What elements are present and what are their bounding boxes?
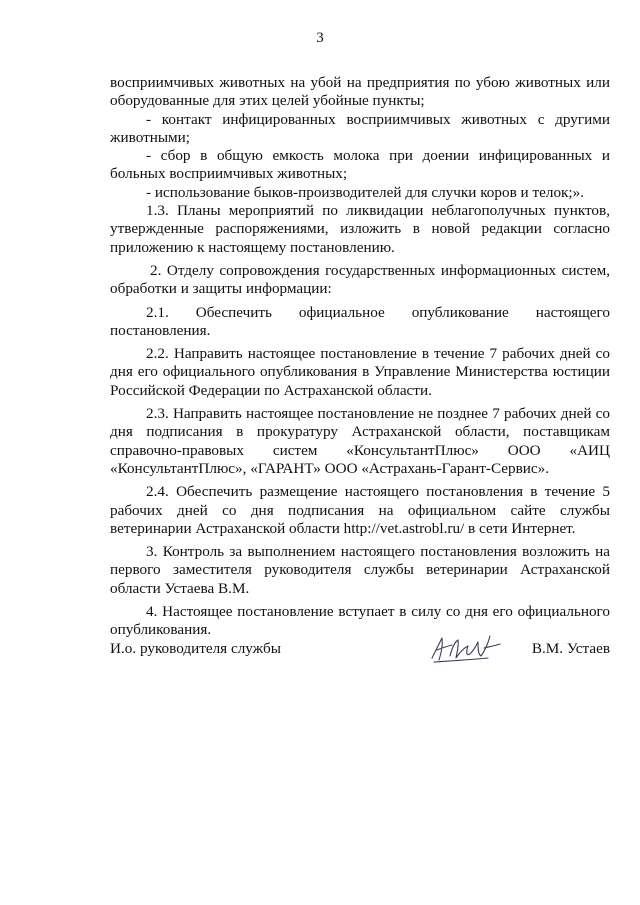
paragraph-2-2: 2.2. Направить настоящее постановление в течение 7 рабочих дней со дня его официального опубликования в Управление Министерства юстиции Российской Федерации по Астраханской области. xyxy=(110,345,610,399)
paragraph-2: 2. Отделу сопровождения государственных информационных систем, обработки и защиты информации: xyxy=(110,261,610,298)
paragraph-3: 3. Контроль за выполнением настоящего постановления возложить на первого заместителя руководителя службы ветеринарии Астраханской области Устаева В.М. xyxy=(110,543,610,597)
paragraph-2-1-word: настоящего xyxy=(535,303,610,321)
paragraph-continuation: восприимчивых животных на убой на предприятия по убою животных или оборудованные для этих целей убойные пункты; xyxy=(110,74,610,110)
paragraph-2-3: 2.3. Направить настоящее постановление не позднее 7 рабочих дней со дня подписания в прокуратуру Астраханской области, поставщикам справочно-правовых систем «КонсультантПлюс» ООО «АИЦ «КонсультантПлюс», «ГАРАНТ» ООО «Астрахань-Гарант-Сервис». xyxy=(110,405,610,477)
paragraph-1-3: 1.3. Планы мероприятий по ликвидации неблагополучных пунктов, утвержденные распоряжениями, изложить в новой редакции согласно приложению к настоящему постановлению. xyxy=(110,202,610,256)
document-body xyxy=(110,74,610,640)
paragraph-2-1-word: опубликование xyxy=(411,303,509,321)
paragraph-2-4: 2.4. Обеспечить размещение настоящего постановления в течение 5 рабочих дней со дня подписания на официальном сайте службы ветеринарии Астраханской области http://vet.astrobl.ru/ в сети Интернет. xyxy=(110,483,610,537)
paragraph-contact: - контакт инфицированных восприимчивых животных с другими животными; xyxy=(110,110,610,146)
signature-block xyxy=(110,628,610,668)
paragraph-2-1-word: Обеспечить xyxy=(195,303,272,321)
page-number: 3 xyxy=(316,30,324,46)
signatory-title: И.о. руководителя службы xyxy=(110,640,281,657)
paragraph-milk: - сбор в общую емкость молока при доении инфицированных и больных восприимчивых животных; xyxy=(110,147,610,183)
paragraph-2-1-tail: постановления. xyxy=(110,321,211,339)
paragraph-2-1-word: официальное xyxy=(298,303,385,321)
paragraph-2-1-word: 2.1. xyxy=(146,303,169,321)
signatory-name: В.М. Устаев xyxy=(531,640,610,657)
paragraph-bulls: - использование быков-производителей для случки коров и телок;». xyxy=(146,183,585,201)
paragraph-4: 4. Настоящее постановление вступает в силу со дня его официального опубликования. xyxy=(110,603,610,639)
paragraph-2-1-line xyxy=(110,304,610,322)
handwritten-signature xyxy=(428,628,508,666)
